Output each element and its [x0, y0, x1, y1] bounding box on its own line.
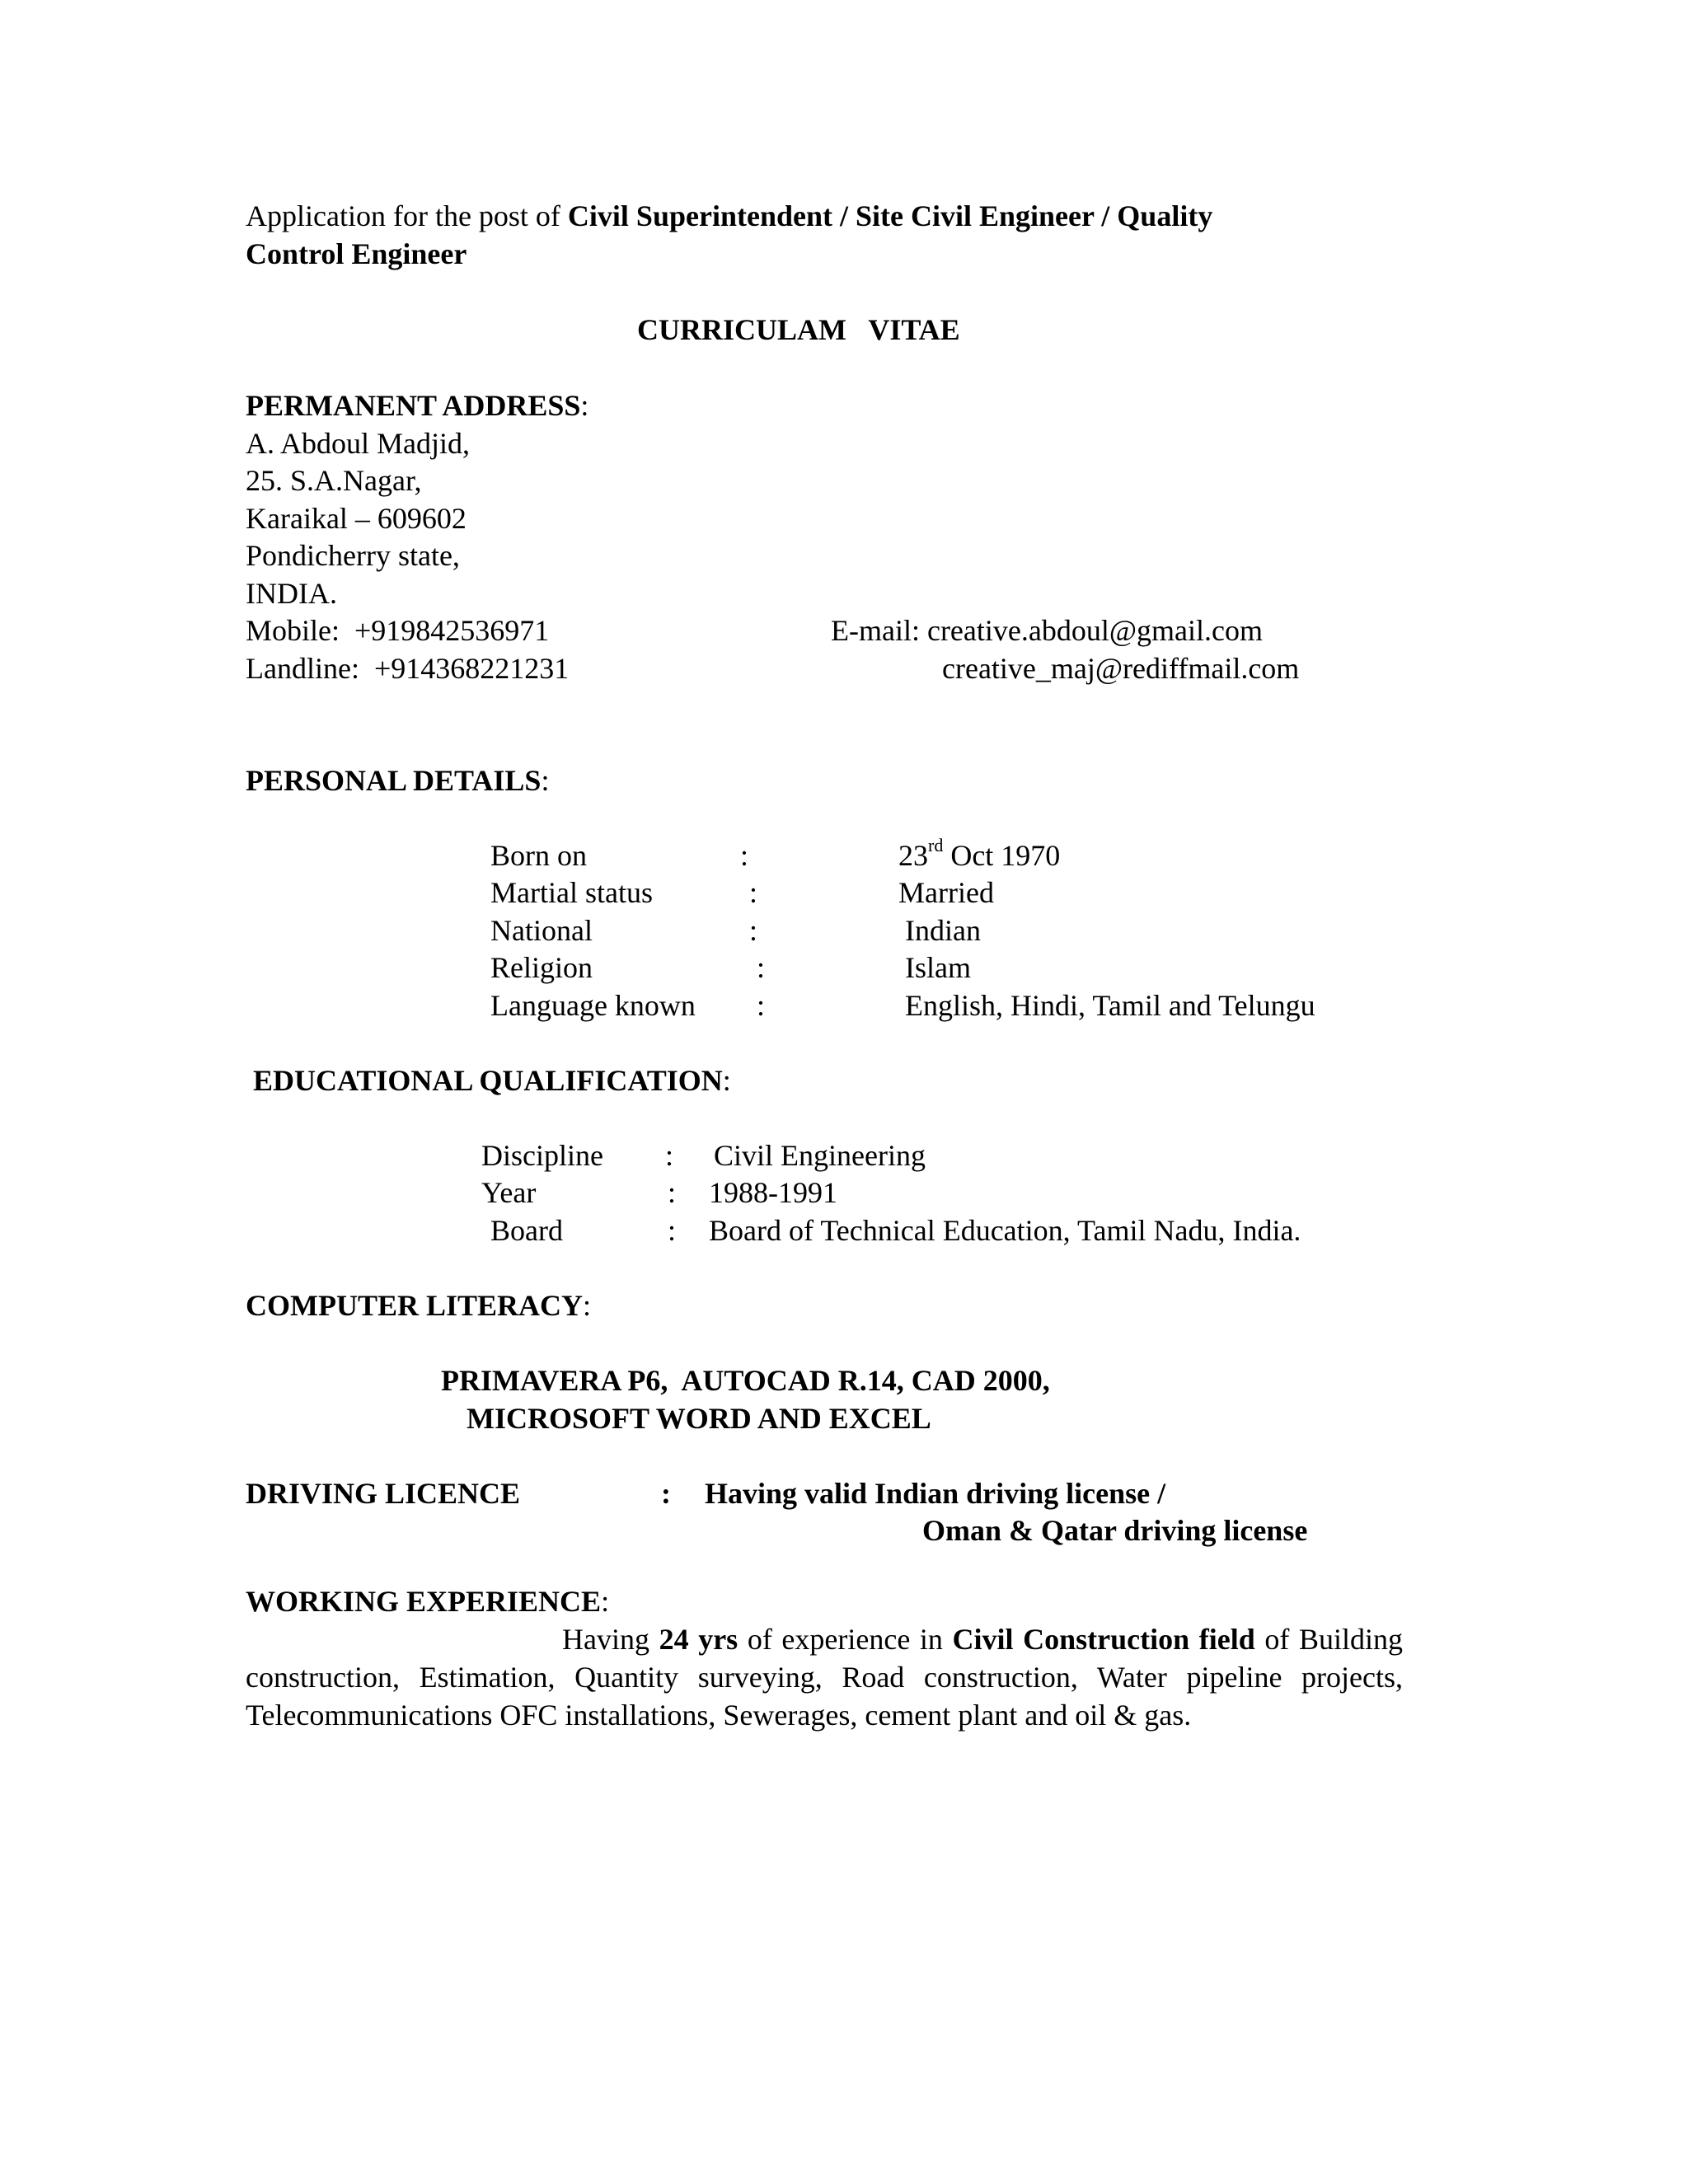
born-rest: Oct 1970: [943, 839, 1061, 872]
email-secondary: creative_maj@rediffmail.com: [942, 652, 1300, 685]
born-day-suffix: rd: [928, 835, 944, 855]
address-line: Karaikal – 609602: [246, 502, 467, 535]
application-post: Civil Superintendent / Site Civil Engineer / Quality: [567, 199, 1213, 232]
application-prefix: Application for the post of: [246, 199, 568, 232]
mobile-number: Mobile: +919842536971: [246, 614, 550, 647]
education-label-year: Year: [481, 1176, 537, 1209]
driving-licence-sep: :: [661, 1477, 671, 1510]
working-experience-label: WORKING EXPERIENCE: [246, 1585, 602, 1618]
experience-years: 24 yrs: [659, 1623, 738, 1656]
personal-value-religion: Islam: [905, 951, 971, 984]
heading-colon: :: [583, 1289, 592, 1322]
driving-licence-line-1: Having valid Indian driving license /: [705, 1477, 1166, 1510]
address-line: A. Abdoul Madjid,: [246, 427, 471, 460]
document-title: CURRICULAM VITAE: [637, 313, 960, 346]
personal-sep: :: [749, 914, 758, 947]
personal-sep: :: [749, 876, 758, 909]
personal-value-marital: Married: [898, 876, 994, 909]
application-line-2: Control Engineer: [246, 237, 467, 270]
personal-label-marital: Martial status: [490, 876, 653, 909]
personal-value-national: Indian: [905, 914, 981, 947]
education-heading: [253, 1062, 731, 1099]
working-experience-heading: [246, 1582, 609, 1620]
personal-sep: :: [757, 989, 766, 1022]
personal-label-religion: Religion: [490, 951, 593, 984]
born-day: 23: [898, 839, 928, 872]
driving-licence-heading: DRIVING LICENCE: [246, 1477, 521, 1510]
address-line: INDIA.: [246, 577, 337, 610]
experience-text: [246, 1620, 1403, 1734]
email-primary: E-mail: creative.abdoul@gmail.com: [831, 614, 1263, 647]
personal-label-language: Language known: [490, 989, 696, 1022]
education-sep: :: [665, 1139, 674, 1172]
landline-number: Landline: +914368221231: [246, 652, 570, 685]
personal-label-born: Born on: [490, 839, 587, 872]
personal-details-label: PERSONAL DETAILS: [246, 764, 542, 797]
education-sep: :: [668, 1214, 677, 1247]
personal-value-language: English, Hindi, Tamil and Telungu: [905, 989, 1315, 1022]
experience-middle: of experience in: [738, 1623, 953, 1656]
heading-colon: :: [541, 764, 550, 797]
heading-colon: :: [601, 1585, 610, 1618]
computer-literacy-heading: [246, 1286, 591, 1324]
personal-sep: :: [740, 839, 749, 872]
heading-colon: :: [580, 389, 589, 422]
computer-literacy-label: COMPUTER LITERACY: [246, 1289, 584, 1322]
education-sep: :: [668, 1176, 677, 1209]
education-value-board: Board of Technical Education, Tamil Nadu, India.: [709, 1214, 1301, 1247]
driving-licence-line-2: Oman & Qatar driving license: [922, 1514, 1308, 1547]
experience-having: Having: [562, 1623, 659, 1656]
application-line-1: [246, 197, 1212, 235]
personal-sep: :: [757, 951, 766, 984]
education-label: EDUCATIONAL QUALIFICATION: [253, 1064, 723, 1097]
address-line: Pondicherry state,: [246, 539, 460, 572]
permanent-address-heading: [246, 387, 588, 424]
computer-skills-line-1: PRIMAVERA P6, AUTOCAD R.14, CAD 2000,: [441, 1364, 1050, 1397]
personal-value-born: [898, 837, 1060, 874]
experience-field: Civil Construction field: [952, 1623, 1255, 1656]
education-label-board: Board: [490, 1214, 563, 1247]
experience-rest: of Building construction, Estimation, Quantity surveying, Road construction, Water pipeline projects, Telecommunications OFC installations, Sewerages, cement plant and oil & gas.: [246, 1623, 1403, 1732]
personal-label-national: National: [490, 914, 593, 947]
personal-details-heading: [246, 762, 549, 799]
education-label-discipline: Discipline: [481, 1139, 603, 1172]
computer-skills-line-2: MICROSOFT WORD AND EXCEL: [467, 1402, 931, 1435]
working-experience-paragraph: [246, 1620, 1403, 1734]
permanent-address-label: PERMANENT ADDRESS: [246, 389, 581, 422]
education-value-year: 1988-1991: [709, 1176, 837, 1209]
heading-colon: :: [722, 1064, 731, 1097]
education-value-discipline: Civil Engineering: [714, 1139, 926, 1172]
address-line: 25. S.A.Nagar,: [246, 464, 422, 497]
